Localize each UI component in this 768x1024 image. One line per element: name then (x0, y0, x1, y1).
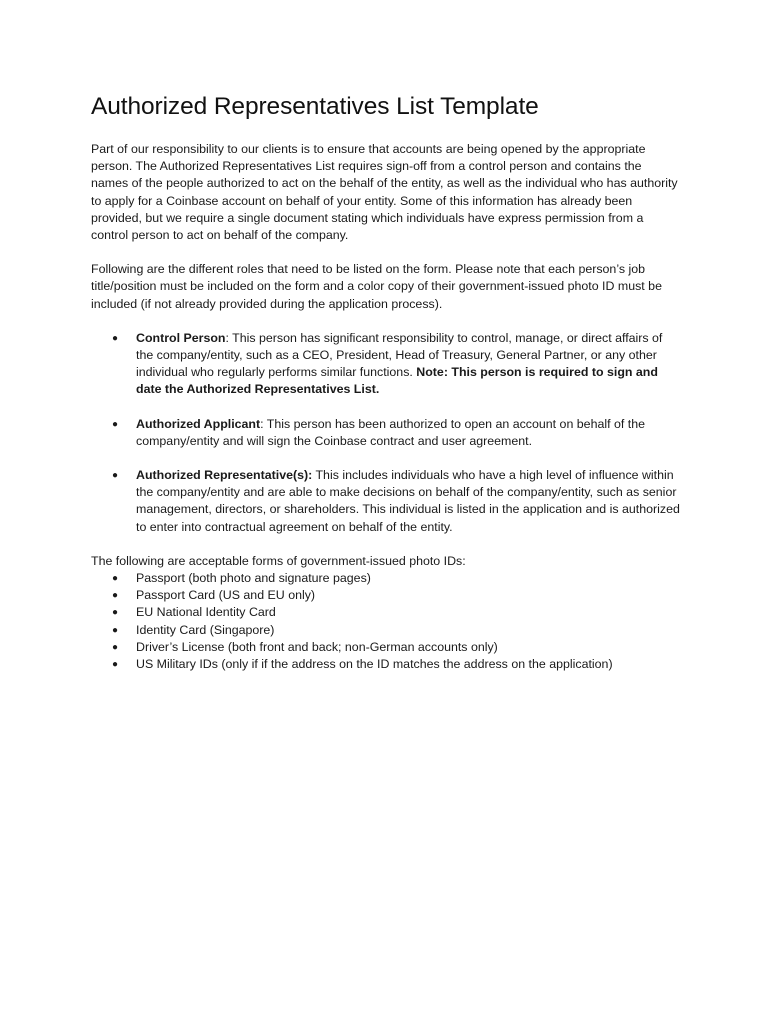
role-item-authorized-applicant (91, 416, 681, 450)
bullet-icon: ● (112, 659, 119, 671)
id-label: EU National Identity Card (136, 605, 276, 620)
list-item (91, 656, 681, 673)
role-term: Control Person (136, 330, 226, 345)
role-description: : This person has significant responsibility to control, manage, or direct affairs of the company/entity, such as a CEO, President, Head of Treasury, General Partner, or any other individual who regularly performs similar functions. (136, 330, 663, 380)
id-label: Driver’s License (both front and back; non-German accounts only) (136, 639, 498, 654)
list-item (91, 622, 681, 639)
bullet-icon: ● (112, 332, 119, 344)
document-title: Authorized Representatives List Template (91, 93, 539, 120)
bullet-icon: ● (112, 607, 119, 619)
ids-list (91, 570, 681, 673)
id-label: Passport (both photo and signature pages) (136, 571, 371, 586)
role-item-control-person (91, 330, 681, 399)
id-label: Passport Card (US and EU only) (136, 588, 316, 603)
id-label: US Military IDs (only if if the address on the ID matches the address on the application) (136, 657, 613, 672)
roles-list (91, 330, 681, 536)
bullet-icon: ● (112, 624, 119, 636)
list-item (91, 639, 681, 656)
list-item (91, 587, 681, 604)
document-page (91, 92, 681, 673)
intro-paragraph: Part of our responsibility to our clients is to ensure that accounts are being opened by the appropriate person. The Authorized Representatives List requires sign-off from a control person and contains the names of the people authorized to act on the behalf of the entity, as well as the individual who has authority to apply for a Coinbase account on behalf of your entity. Some of this information has already been provided, but we require a single document stating which individuals have express permission from a control person to act on behalf of the company. (91, 142, 678, 243)
role-term: Authorized Representative(s): (136, 468, 313, 483)
role-item-authorized-representatives (91, 467, 681, 536)
list-item (91, 604, 681, 621)
bullet-icon: ● (112, 418, 119, 430)
role-description: This includes individuals who have a high level of influence within the company/entity and are able to make decisions on behalf of the company/entity, such as senior management, directors, or shareholders. This individual is listed in the application and is authorized to enter into contractual agreement on behalf of the entity. (136, 468, 680, 534)
role-term: Authorized Applicant (136, 416, 261, 431)
bullet-icon: ● (112, 641, 119, 653)
roles-intro-paragraph: Following are the different roles that need to be listed on the form. Please note that each person’s job title/position must be included on the form and a color copy of their government-issued photo ID must be included (if not already provided during the application process). (91, 262, 662, 311)
id-label: Identity Card (Singapore) (136, 622, 275, 637)
role-note: Note: This person is required to sign and date the Authorized Representatives List. (136, 365, 658, 397)
ids-intro-paragraph: The following are acceptable forms of government-issued photo IDs: (91, 553, 466, 568)
bullet-icon: ● (112, 470, 119, 482)
bullet-icon: ● (112, 590, 119, 602)
role-description: : This person has been authorized to open an account on behalf of the company/entity and will sign the Coinbase contract and user agreement. (136, 416, 645, 448)
list-item (91, 570, 681, 587)
bullet-icon: ● (112, 573, 119, 585)
